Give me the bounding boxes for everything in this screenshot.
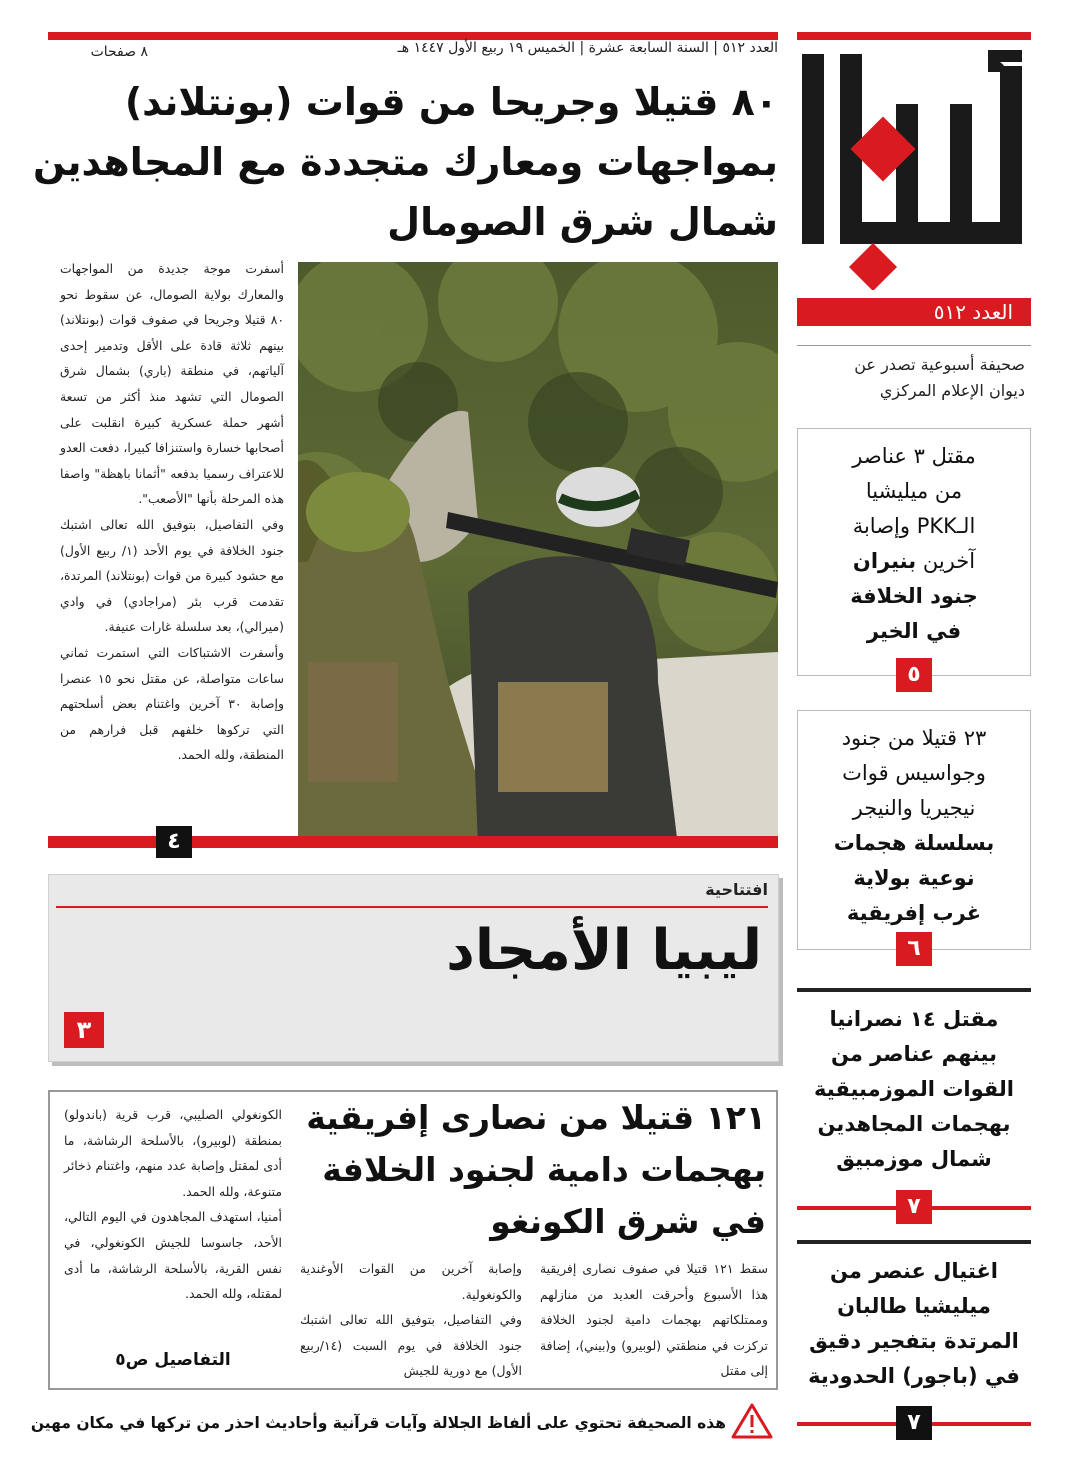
teaser-line: ميليشيا طالبان	[837, 1294, 991, 1318]
tagline-divider	[797, 345, 1031, 346]
congo-paragraph: وإصابة آخرين من القوات الأوغندية والكونغولية.	[300, 1261, 522, 1302]
tagline	[797, 352, 1031, 408]
teaser-bajaur[interactable]	[797, 1254, 1031, 1404]
teaser-mozambique-page[interactable]: ٧	[896, 1190, 932, 1224]
congo-headline-line-3[interactable]: في شرق الكونغو	[490, 1202, 766, 1241]
teaser-line: الـPKK وإصابة	[852, 514, 976, 538]
teaser-line: بهجمات المجاهدين	[817, 1112, 1011, 1136]
teaser-bold-line: بسلسلة هجمات	[833, 831, 995, 855]
editorial-label: افتتاحية	[705, 880, 768, 899]
teaser-line: اغتيال عنصر من	[830, 1259, 998, 1283]
teaser-nigeria[interactable]	[797, 710, 1031, 950]
congo-paragraph: وفي التفاصيل، بتوفيق الله تعالى اشتبك جنود الخلافة في يوم السبت (١٤/ربيع الأول) مع دورية للجيش	[300, 1312, 522, 1379]
tagline-line-1: صحيفة أسبوعية تصدر عن	[854, 355, 1025, 374]
editorial-page[interactable]: ٣	[64, 1012, 104, 1048]
congo-details-link[interactable]: التفاصيل ص٥	[115, 1350, 231, 1370]
teaser-line: بينهم عناصر من	[830, 1042, 998, 1066]
teaser-bajaur-page[interactable]: ٧	[896, 1406, 932, 1440]
congo-paragraph: أمنيا، استهدف المجاهدون في اليوم التالي، الأحد، جاسوسا للجيش الكونغولي، في نفس القرية، بالأسلحة الرشاشة، ما أدى لمقتله، ولله الحمد.	[64, 1209, 282, 1302]
teaser-line: مقتل ٣ عناصر	[852, 444, 976, 468]
teaser-bold-line: جنود الخلافة	[850, 584, 978, 608]
main-article-page[interactable]: ٤	[156, 826, 192, 858]
teaser-line: في (باجور) الحدودية	[808, 1364, 1020, 1388]
teaser-mozambique-rule	[797, 988, 1031, 992]
teaser-pkk[interactable]	[797, 428, 1031, 676]
page-count: ٨ صفحات	[90, 44, 148, 60]
main-headline-line-1[interactable]: ٨٠ قتيلا وجريحا من قوات (بونتلاند)	[124, 80, 778, 124]
teaser-line: شمال موزمبيق	[836, 1147, 992, 1171]
teaser-line: نيجيريا والنيجر	[852, 796, 976, 820]
footer-warning: هذه الصحيفة تحتوي على ألفاظ الجلالة وآيات قرآنية وأحاديث احذر من تركها في مكان مهين	[30, 1414, 726, 1432]
teaser-nigeria-page[interactable]: ٦	[896, 932, 932, 966]
teaser-line: وجواسيس قوات	[842, 761, 986, 785]
teaser-line: مقتل ١٤ نصرانيا	[829, 1007, 999, 1031]
congo-headline-line-2[interactable]: بهجمات دامية لجنود الخلافة	[322, 1150, 766, 1189]
congo-column-middle	[300, 1256, 522, 1384]
masthead-red-rule	[797, 32, 1031, 40]
teaser-bold-line: نوعية بولاية	[853, 866, 975, 890]
congo-paragraph: الكونغولي الصليبي، قرب قرية (باندولو) بمنطقة (لوبيرو)، بالأسلحة الرشاشة، ما أدى لمقتل وإصابة عدد منهم، واغتنام ذخائر متنوعة، ولله الحمد.	[64, 1107, 282, 1199]
congo-paragraph: سقط ١٢١ قتيلا في صفوف نصارى إفريقية هذا الأسبوع وأحرقت العديد من منازلهم وممتلكاتهم بهجمات دامية لجنود الخلافة تركزت في منطقتي (لوبيرو) و(بيني)، إضافة إلى مقتل	[540, 1261, 768, 1379]
main-article-paragraph-3: وأسفرت الاشتباكات التي استمرت ثماني ساعات متواصلة، عن مقتل نحو ١٥ عنصرا وإصابة ٣٠ آخرين واغتنام بعض أسلحتهم التي تركوها خلفهم قبل فرارهم من المنطقة، ولله الحمد.	[60, 644, 284, 763]
congo-column-left	[64, 1102, 282, 1338]
header-red-rule	[48, 32, 778, 40]
teaser-line: آخرين	[922, 549, 976, 573]
congo-column-right	[540, 1256, 768, 1384]
tagline-line-2: ديوان الإعلام المركزي	[879, 381, 1025, 400]
issue-info: العدد ٥١٢ | السنة السابعة عشرة | الخميس ١٩ ربيع الأول ١٤٤٧ هـ	[397, 40, 778, 56]
teaser-line: القوات الموزمبيقية	[814, 1077, 1014, 1101]
teaser-bajaur-rule	[797, 1240, 1031, 1244]
main-headline-line-3[interactable]: شمال شرق الصومال	[387, 200, 778, 244]
main-article-paragraph-2: وفي التفاصيل، بتوفيق الله تعالى اشتبك جنود الخلافة في يوم الأحد (١/ ربيع الأول) مع حشود كبيرة من قوات (بونتلاند) المرتدة، تقدمت قرب بئر (مراجادي) في وادي (ميرالي)، بعد سلسلة غارات عنيفة.	[60, 516, 284, 635]
main-article-paragraph-1: أسفرت موجة جديدة من المواجهات والمعارك بولاية الصومال، عن سقوط نحو ٨٠ قتيلا وجريحا في صفوف قوات (بونتلاند) بينهم ثلاثة قادة على الأقل وتدمير إحدى آلياتهم، في منطقة (باري) بشمال شرق الصومال التي تشهد منذ أكثر من تسعة أشهر حملة عسكرية كبيرة انقلبت على أصحابها خسارة واستنزافا كبيرا، دفعت العدو للاعتراف رسميا بدفعه "أثمانا باهظة" واصفا هذه المرحلة بأنها "الأصعب".	[60, 261, 284, 507]
warning-icon	[730, 1402, 774, 1440]
teaser-line: المرتدة بتفجير دقيق	[809, 1329, 1019, 1353]
teaser-line: ٢٣ قتيلا من جنود	[841, 726, 987, 750]
teaser-bold-line: غرب إفريقية	[846, 901, 982, 925]
editorial-title[interactable]: ليبيا الأمجاد	[446, 918, 762, 983]
main-article-body	[60, 256, 284, 816]
teaser-pkk-page[interactable]: ٥	[896, 658, 932, 692]
issue-number-banner: العدد ٥١٢	[797, 298, 1031, 326]
editorial-divider	[56, 906, 768, 908]
teaser-pkk-text	[798, 429, 1030, 649]
main-headline-line-2[interactable]: بمواجهات ومعارك متجددة مع المجاهدين	[33, 140, 778, 184]
teaser-bold-text: بنيران	[852, 549, 917, 573]
congo-headline-line-1[interactable]: ١٢١ قتيلا من نصارى إفريقية	[306, 1098, 766, 1137]
teaser-line: من ميليشيا	[865, 479, 963, 503]
main-article-photo	[298, 262, 778, 846]
newspaper-logo	[800, 44, 1032, 290]
teaser-bold-line: في الخير	[866, 619, 962, 643]
teaser-nigeria-text	[798, 711, 1030, 931]
teaser-mozambique[interactable]	[797, 1002, 1031, 1182]
